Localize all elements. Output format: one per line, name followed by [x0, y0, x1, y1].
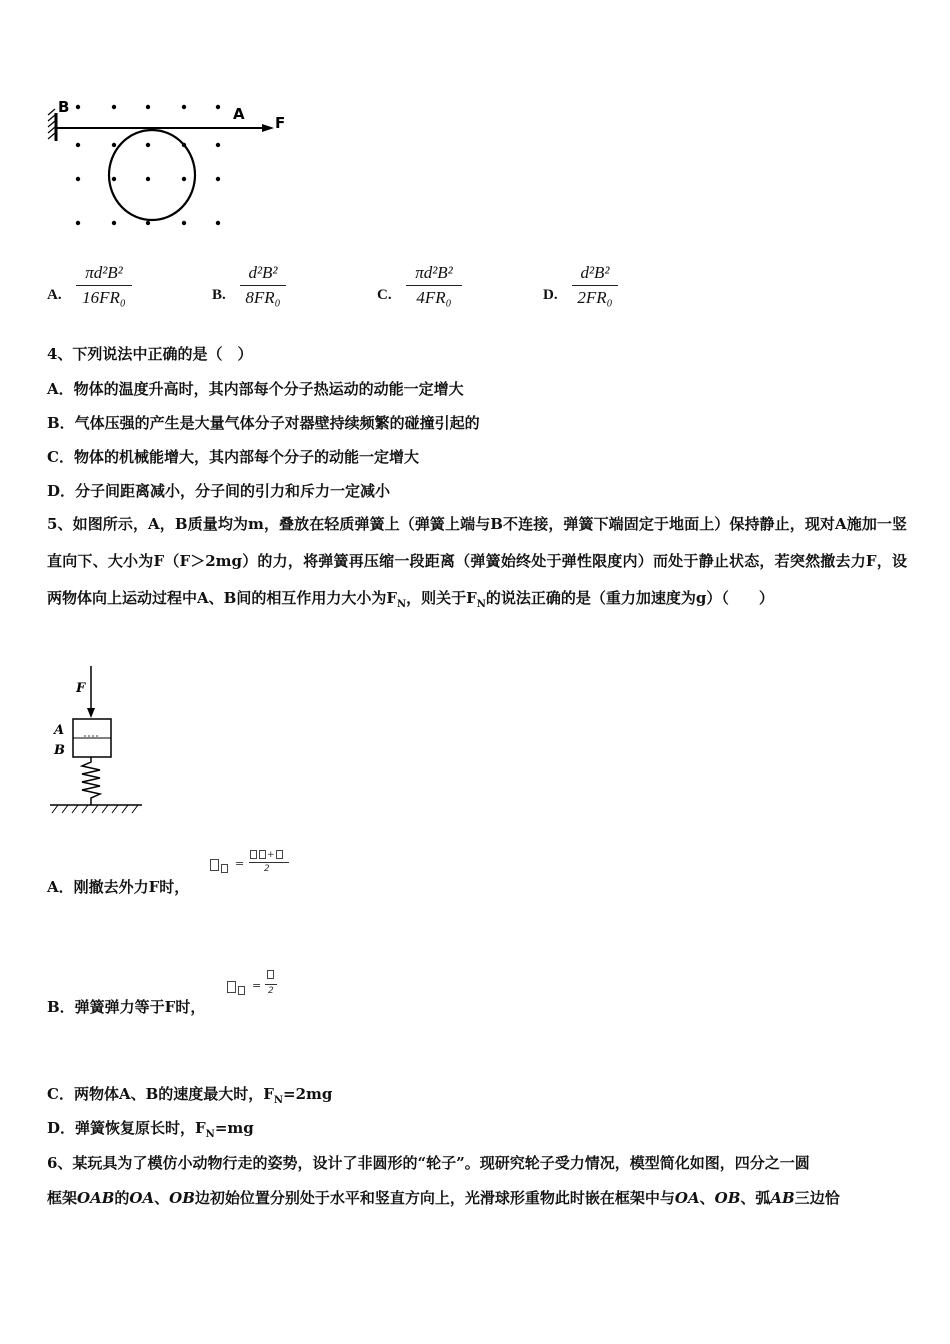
spring-blocks-figure — [44, 662, 154, 817]
q5-option-a-formula — [209, 852, 294, 884]
q5-option-c-sub: N — [273, 1095, 284, 1106]
q3-option-b-label[interactable]: B. — [212, 287, 226, 303]
q3-option-c-fraction — [406, 262, 462, 309]
q3-option-d-numerator: d²B² — [580, 263, 610, 282]
spring-figure-label-F: F — [76, 681, 86, 696]
q5-stem-sub2: N — [476, 599, 486, 610]
figure-label-F: F — [275, 114, 286, 132]
q4-option-c[interactable]: C．物体的机械能增大，其内部每个分子的动能一定增大 — [47, 448, 419, 466]
q3-option-d-denominator: 2FR₀ — [577, 288, 613, 307]
magnetic-field-figure — [44, 95, 294, 240]
q3-option-b-denominator: 8FR₀ — [245, 288, 281, 307]
formula-b-denominator: 2 — [268, 986, 274, 996]
q5-stem — [47, 506, 907, 623]
figure-label-A: A — [233, 105, 245, 123]
q6-line2: 框架OAB的OA、OB边初始位置分别处于水平和竖直方向上，光滑球形重物此时嵌在框架中与OA、OB、弧AB三边恰 — [47, 1189, 840, 1207]
q3-option-b-fraction — [240, 262, 286, 309]
formula-a-equals: = — [235, 857, 245, 870]
q3-option-b-numerator: d²B² — [248, 263, 278, 282]
q5-option-c[interactable] — [47, 1084, 332, 1111]
q4-option-d[interactable]: D．分子间距离减小，分子间的引力和斥力一定减小 — [47, 482, 391, 500]
q5-option-d[interactable] — [47, 1118, 254, 1145]
q5-option-d-value: =mg — [214, 1119, 254, 1137]
q3-option-d-fraction — [572, 262, 618, 309]
q5-stem-part2: ，则关于F — [406, 589, 477, 607]
q6-line1: 6、某玩具为了模仿小动物行走的姿势，设计了非圆形的“轮子”。现研究轮子受力情况，模型简化如图，四分之一圆 — [47, 1154, 810, 1172]
q3-option-a-numerator: πd²B² — [85, 263, 123, 282]
spring-figure-label-A: A — [54, 723, 65, 738]
formula-a-denominator: 2 — [264, 864, 270, 874]
q4-option-a[interactable]: A．物体的温度升高时，其内部每个分子热运动的动能一定增大 — [47, 380, 464, 398]
q5-stem-part1: 5、如图所示，A，B质量均为m，叠放在轻质弹簧上（弹簧上端与B不连接，弹簧下端固定于地面上）保持静止，现对A施加一竖直向下、大小为F（F＞2mg）的力，将弹簧再压缩一段距离（弹簧始终处于弹性限度内）而处于静止状态，若突然撤去力F，设两物体向上运动过程中A、B间的相互作用力大小为F — [47, 515, 907, 607]
q5-option-c-text: C．两物体A、B的速度最大时，F — [47, 1085, 274, 1103]
q3-option-a-denominator: 16FR₀ — [82, 288, 126, 307]
q4-stem: 4、下列说法中正确的是（ ） — [47, 345, 253, 363]
formula-a-plus: + — [267, 850, 275, 860]
q4-option-b[interactable]: B．气体压强的产生是大量气体分子对器壁持续频繁的碰撞引起的 — [47, 414, 480, 432]
q3-option-c-label[interactable]: C. — [377, 287, 392, 303]
q3-option-c-denominator: 4FR₀ — [416, 288, 452, 307]
q5-stem-sub1: N — [396, 599, 407, 610]
q3-option-a-label[interactable]: A. — [47, 287, 62, 303]
spring-figure-label-B: B — [54, 743, 65, 758]
q3-option-a-fraction — [76, 262, 132, 309]
q5-option-b-formula — [226, 972, 286, 1004]
q5-option-a[interactable]: A．刚撤去外力F时， — [47, 878, 190, 896]
q3-option-c-numerator: πd²B² — [415, 263, 453, 282]
q5-option-d-sub: N — [205, 1129, 215, 1140]
q5-option-d-text: D．弹簧恢复原长时，F — [47, 1119, 206, 1137]
formula-b-equals: = — [252, 979, 262, 992]
figure-label-B: B — [58, 98, 70, 116]
q5-option-b[interactable]: B．弹簧弹力等于F时， — [47, 998, 206, 1016]
q5-option-c-value: =2mg — [283, 1085, 333, 1103]
q5-stem-part3: 的说法正确的是（重力加速度为g）（ ） — [485, 589, 774, 607]
q3-option-d-label[interactable]: D. — [543, 287, 558, 303]
